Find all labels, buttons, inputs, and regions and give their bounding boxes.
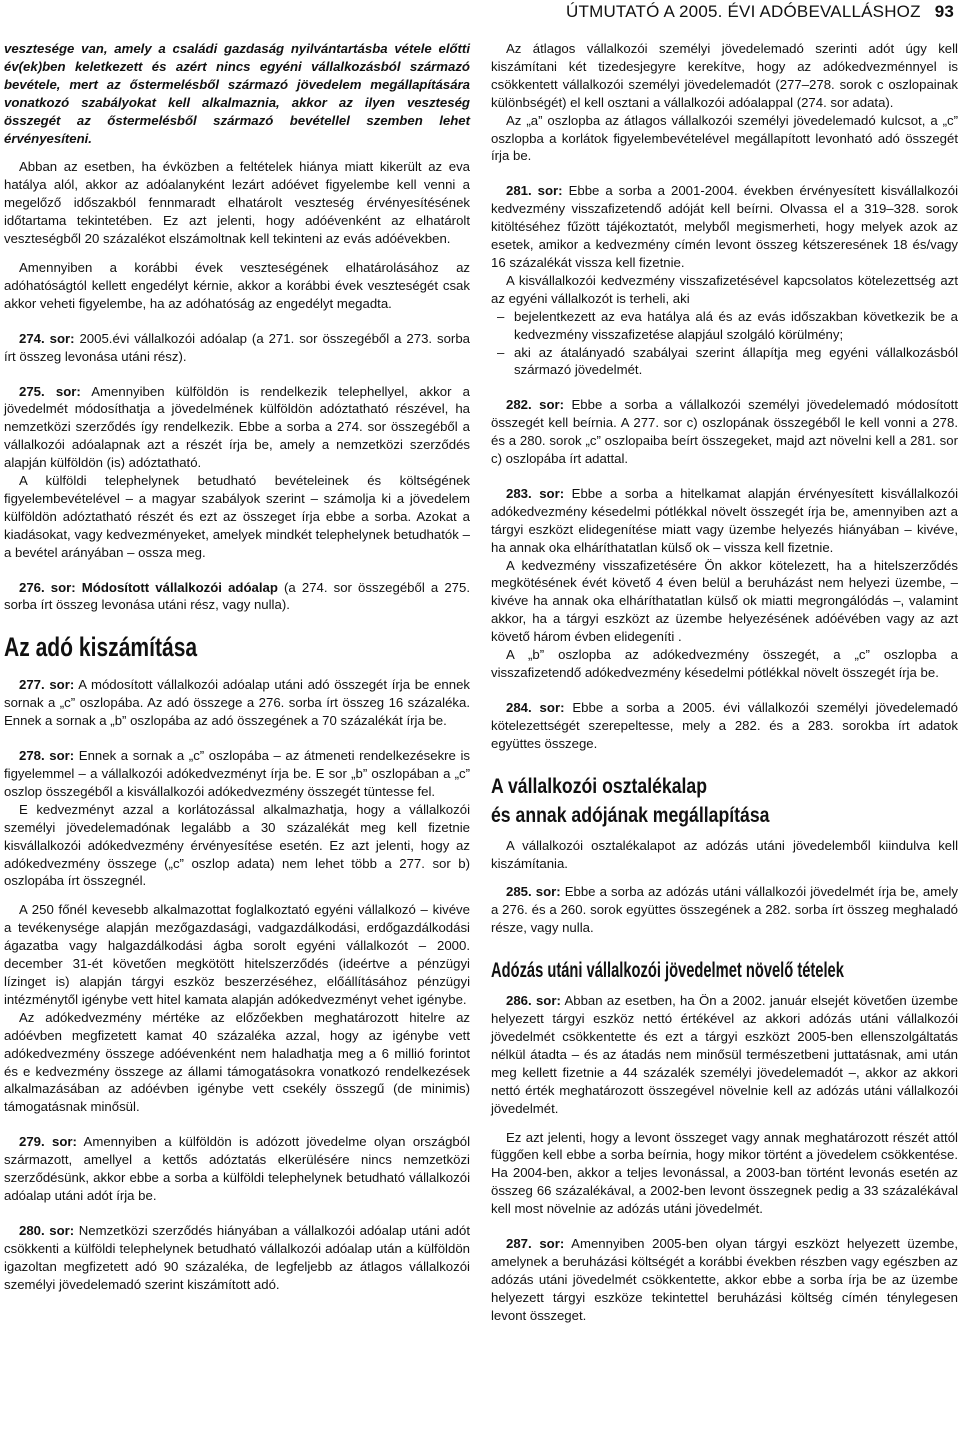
running-header <box>566 0 954 24</box>
row-text: A módosított vállalkozói adóalap utáni adó összegét írja be ennek sornak a „c” oszlopába. Az adó összege a 276. sorba írt összeg 16 százaléka. Ennek a sornak a „b” oszlopába az adó összegének a 70 százalékát írja be. <box>4 677 471 729</box>
list-item: – aki az átalányadó szabályai szerint állapítja meg egyéni vállalkozásból származó jövedelmét. <box>491 344 958 380</box>
row-285-paragraph <box>491 883 958 937</box>
row-label: 278. sor: <box>19 748 75 764</box>
row-text: Amennyiben a külföldön is adózott jövedelme olyan országból származott, amellyel a kettős adóztatás elkerülésére nincs nemzetközi szerződésünk, akkor ebbe a sorba a külföldi telephelynek betudható vállalkozói adóalap utáni adót írja be. <box>4 1134 470 1203</box>
row-label: 279. sor: <box>19 1134 77 1150</box>
row-label: 286. sor: <box>506 993 561 1009</box>
row-276-paragraph <box>4 579 470 615</box>
row-280-paragraph <box>4 1222 470 1294</box>
paragraph: A kedvezmény visszafizetésére Ön akkor kötelezett, ha a hitelszerződés megkötésének évét követő 4 éven belül a beruházást nem helyezi üzembe, – kivéve ha annak oka elháríthatatlan külső ok miatti megrongálódás –, valamint akkor, ha a tárgyi eszközt az üzembe helyezésének adóévében vagy az azt követő három évben elidegeníti . <box>491 557 958 645</box>
row-label: 281. sor: <box>506 183 563 199</box>
row-text: Ebbe a sorba a vállalkozói személyi jövedelemadó módosított összegét kell beírnia. A 277. sor c) oszlopának összegéből le kell vonni a 278. és a 280. sorok „c” oszlopaiba beírt összegeket, majd azt növelni kell a 281. sor c) oszlopába írt adattal. <box>491 397 958 467</box>
row-287-paragraph <box>491 1235 958 1325</box>
section-heading: Adózás utáni vállalkozói jövedelmet növelő tételek <box>491 959 844 983</box>
row-label: 283. sor: <box>506 485 565 501</box>
row-label: 287. sor: <box>506 1236 565 1252</box>
paragraph: Abban az esetben, ha évközben a feltételek hiánya miatt kikerült az eva hatálya alól, akkor az adóalanyként lezárt adóévet figyelembe kell venni a megelőző időszakból fennmaradt elhatárolt veszteség érvényesítésének időtartama tekintetében. Ez azt jelenti, hogy adóévenként az elhatárolt veszteségből 20 százalékot elszámoltnak kell tekinteni az evás adóévekben. <box>4 159 470 247</box>
row-text: Amennyiben 2005-ben olyan tárgyi eszközt helyezett üzembe, amelynek a beruházási költségét a korábbi években részben vagy egészben az adózás utáni jövedelmét csökkentette, akkor ebbe a sorba írja be az üzembe helyezett tárgyi eszköze tekintettel beruházási költség címén ténylegesen levont összeget. <box>491 1236 958 1323</box>
section-heading: A vállalkozói osztalékalap <box>491 774 708 798</box>
paragraph: E kedvezményt azzal a korlátozással alkalmazhatja, hogy a vállalkozói személyi jövedelemadónak legalább a 30 százalékát meg kell fizetnie kisvállalkozói adókedvezmény érvényesítése esetén. Ez azt jelenti, hogy az adókedvezmény összege („c” oszlop adata) nem lehet több a 277. sor b) oszlopába írt összegnél. <box>4 801 470 889</box>
paragraph: A kisvállalkozói kedvezmény visszafizetésével kapcsolatos kötelezettség azt az egyéni vállalkozót is terheli, aki <box>491 272 958 306</box>
row-label: 280. sor: <box>19 1222 75 1238</box>
row-label: 276. sor: Módosított vállalkozói adóalap <box>19 579 278 595</box>
paragraph: Az átlagos vállalkozói személyi jövedelemadó szerinti adót úgy kell kiszámítani két tizedesjegyre kerekítve, hogy az adókedvezménnyel is csökkentett vállalkozói személyi jövedelemadót (277–278. sorok c oszlopainak különbségét) el kell osztani a vállalkozói adóalappal (274. sor adata). <box>491 41 958 110</box>
section-heading-line-2: és annak adójának megállapítása <box>491 803 770 827</box>
section-heading: Az adó kiszámítása <box>4 632 198 663</box>
row-283-paragraph <box>491 485 958 557</box>
intro-paragraph: vesztesége van, amely a családi gazdaság nyilvántartásba vétele előtti év(ek)ben keletkezett és azért nincs egyéni vállalkozásból származó bevétele, mert az őstermelésből származó jövedelem megállapítására vonatkozó szabályokat kell alkalmaznia, akkor az ilyen veszteség összegét az őstermelésből származó bevétellel szemben lehet érvényesíteni. <box>4 41 470 146</box>
paragraph: Az adókedvezmény mértéke az előzőekben meghatározott hitelre az adóévben megfizetett kamat 40 százaléka azzal, hogy az igénybe vett adókedvezmény összege adóévenként nem haladhatja meg a 6 millió forintot és e kedvezmény összege az állami támogatásokra vonatkozó rendelkezések alkalmazásában az adóévben igénybe vett csekély összegű (de minimis) támogatásnak minősül. <box>4 1009 470 1115</box>
row-282-paragraph <box>491 396 958 468</box>
row-text: 2005.évi vállalkozói adóalap (a 271. sor összegéből a 273. sorba írt összeg levonása utáni rész). <box>4 330 470 364</box>
paragraph: A 250 főnél kevesebb alkalmazottat foglalkoztató egyéni vállalkozó – kivéve a tevékenysége alapján mezőgazdasági, vadgazdálkodási, erdőgazdálkodási ágazatba vagy halgazdálkodási ágba sorolt egyéni vállalkozót – 2000. december 31-ét követően megkötött hitelszerződés (ideértve a pénzügyi lízinget is) alapján tárgyi eszköz beszerzéséhez, előállításához pénzügyi intézménytől igénybe vett hitel kamata alapján adókedvezményt vehet igénybe. <box>4 902 470 1007</box>
dash-list <box>491 308 958 380</box>
row-label: 285. sor: <box>506 884 561 900</box>
row-text: Ebbe a sorba a 2005. évi vállalkozói személyi jövedelemadó kötelezettségét szerepeltesse, mely a 282. és a 283. sorokba írt adatok együttes összege. <box>491 699 958 751</box>
paragraph: A „b” oszlopba az adókedvezmény összegét, a „c” oszlopba a visszafizetendő adókedvezmény késedelmi pótlékkal növelt összegét írja be. <box>491 647 958 680</box>
row-275-paragraph <box>4 383 470 473</box>
right-column <box>491 40 958 1325</box>
row-label: 282. sor: <box>506 397 565 413</box>
row-284-paragraph <box>491 699 958 753</box>
page-number: 93 <box>934 2 954 21</box>
row-label: 284. sor: <box>506 699 565 715</box>
header-title: ÚTMUTATÓ A 2005. ÉVI ADÓBEVALLÁSHOZ <box>566 2 921 21</box>
row-label: 277. sor: <box>19 677 75 693</box>
row-text: Ebbe a sorba az adózás utáni vállalkozói jövedelmét írja be, amely a 276. és a 260. sorok együttes összegének a 282. sorba írt összeg meghaladó része, vagy nulla. <box>491 884 958 936</box>
row-text: Ennek a sornak a „c” oszlopába – az átmeneti rendelkezésekre is figyelemmel – a vállalkozói adókedvezményt írja be. E sor „b” oszlopában a „c” oszlop összegéből a kisvállalkozói adókedvezmény összegét tüntesse fel. <box>4 748 471 799</box>
row-286-paragraph <box>491 992 958 1117</box>
paragraph: Amennyiben a korábbi évek veszteségének elhatárolásához az adóhatóságtól kellett engedélyt kérnie, akkor a korábbi évek veszteségét csak akkor veheti figyelembe, ha az adóhatóság az engedélyt megadta. <box>4 259 470 311</box>
row-text: Abban az esetben, ha Ön a 2002. január elsejét követően üzembe helyezett tárgyi eszköz nettó értékével az akkori adózás utáni vállalkozói jövedelmét csökkentette és ezt a tárgyi eszközt 2005-ben ellenszolgáltatás nélkül átadta – és az átadás nem minősül természetbeni juttatásnak, ami után meg kellett fizetnie a 44 százalék személyi jövedelemadót –, akkor az akkori nettó érték meghatározott összegével növelnie kell az adózás utáni vállalkozói jövedelmét. <box>491 993 958 1116</box>
left-column <box>4 40 470 1293</box>
row-text: (a 274. sor összegéből a 275. sorba írt összeg levonása utáni rész, vagy nulla). <box>4 579 470 613</box>
paragraph: A vállalkozói osztalékalapot az adózás utáni jövedelemből kiindulva kell kiszámítania. <box>491 837 958 871</box>
row-274-paragraph <box>4 330 470 366</box>
paragraph: Az „a” oszlopba az átlagos vállalkozói személyi jövedelemadó kulcsot, a „c” oszlopba a korlátok figyelembevételével megállapított levonható adó összegét írja be. <box>491 112 958 164</box>
row-281-paragraph <box>491 182 958 272</box>
row-text: Ebbe a sorba a hitelkamat alapján érvényesített kisvállalkozói adókedvezmény késedelmi pótlékkal növelt összegét írja be, amennyiben azt a tárgyi eszközt elidegenítése miatt vagy üzembe helyezés hiányában – kivéve, ha annak oka elháríthatatlan külső ok – vissza kell fizetnie. <box>491 485 958 555</box>
row-278-paragraph <box>4 747 470 801</box>
row-label: 275. sor: <box>19 383 81 399</box>
paragraph: A külföldi telephelynek betudható bevételeinek és költségének figyelembevételével – a magyar szabályok szerint – számolja ki a jövedelem külföldön adóztatható részét és ezt az összeget írja ebbe a sorba. Azokat a kiadásokat, vagy kedvezményeket, amelyek mindkét telephelynek betudhatók – a bevétel arányában – ossza meg. <box>4 473 470 560</box>
list-item: – bejelentkezett az eva hatálya alá és az evás időszakban következik be a kedvezmény visszafizetése alapjául szolgáló körülmény; <box>491 308 958 344</box>
row-text: Nemzetközi szerződés hiányában a vállalkozói adóalap utáni adót csökkenti a külföldi telephelynek betudható vállalkozói adóalap után a külföldön igazoltan megfizetett adó 90 százaléka, de legfeljebb az átlagos vállalkozói személyi jövedelemadó szerint kiszámított adó. <box>4 1222 470 1292</box>
row-text: Amennyiben külföldön is rendelkezik telephellyel, akkor a jövedelmét módosíthatja a jövedelmének külföldön adóztatható részével, ha nemzetközi szerződés így rendelkezik. Ebbe a sorba a 274. sor összegéből a vállalkozói adóalapnak azt a részét írja be, amely a nemzetközi szerződés alapján külföldön (is) adóztatható. <box>4 383 470 471</box>
row-text: Ebbe a sorba a 2001-2004. években érvényesített kisvállalkozói kedvezmény visszafizetendő adóját kell beírni. Olvassa el a 319–328. sorok kitöltéséhez fűzött tájékoztatót, melyből megismerheti, hogy melyek azok az esetek, amikor a kedvezmény címén levont összeg kétszeresének 18 és/vagy 16 százalékát vissza kell fizetnie. <box>491 183 958 270</box>
row-label: 274. sor: <box>19 330 75 346</box>
row-279-paragraph <box>4 1133 470 1205</box>
row-277-paragraph <box>4 676 470 730</box>
paragraph: Ez azt jelenti, hogy a levont összeget vagy annak meghatározott részét attól függően kell ebbe a sorba beírnia, hogy mikor történt a jövedelem csökkentése. Ha 2004-ben, akkor a teljes levonással, a 2003-ban történt levonás esetén az összeg 66 százalékával, a 2002-ben levont összegnek pedig a 33 százalékával kell most növelnie az adózás utáni jövedelmét. <box>491 1129 958 1217</box>
